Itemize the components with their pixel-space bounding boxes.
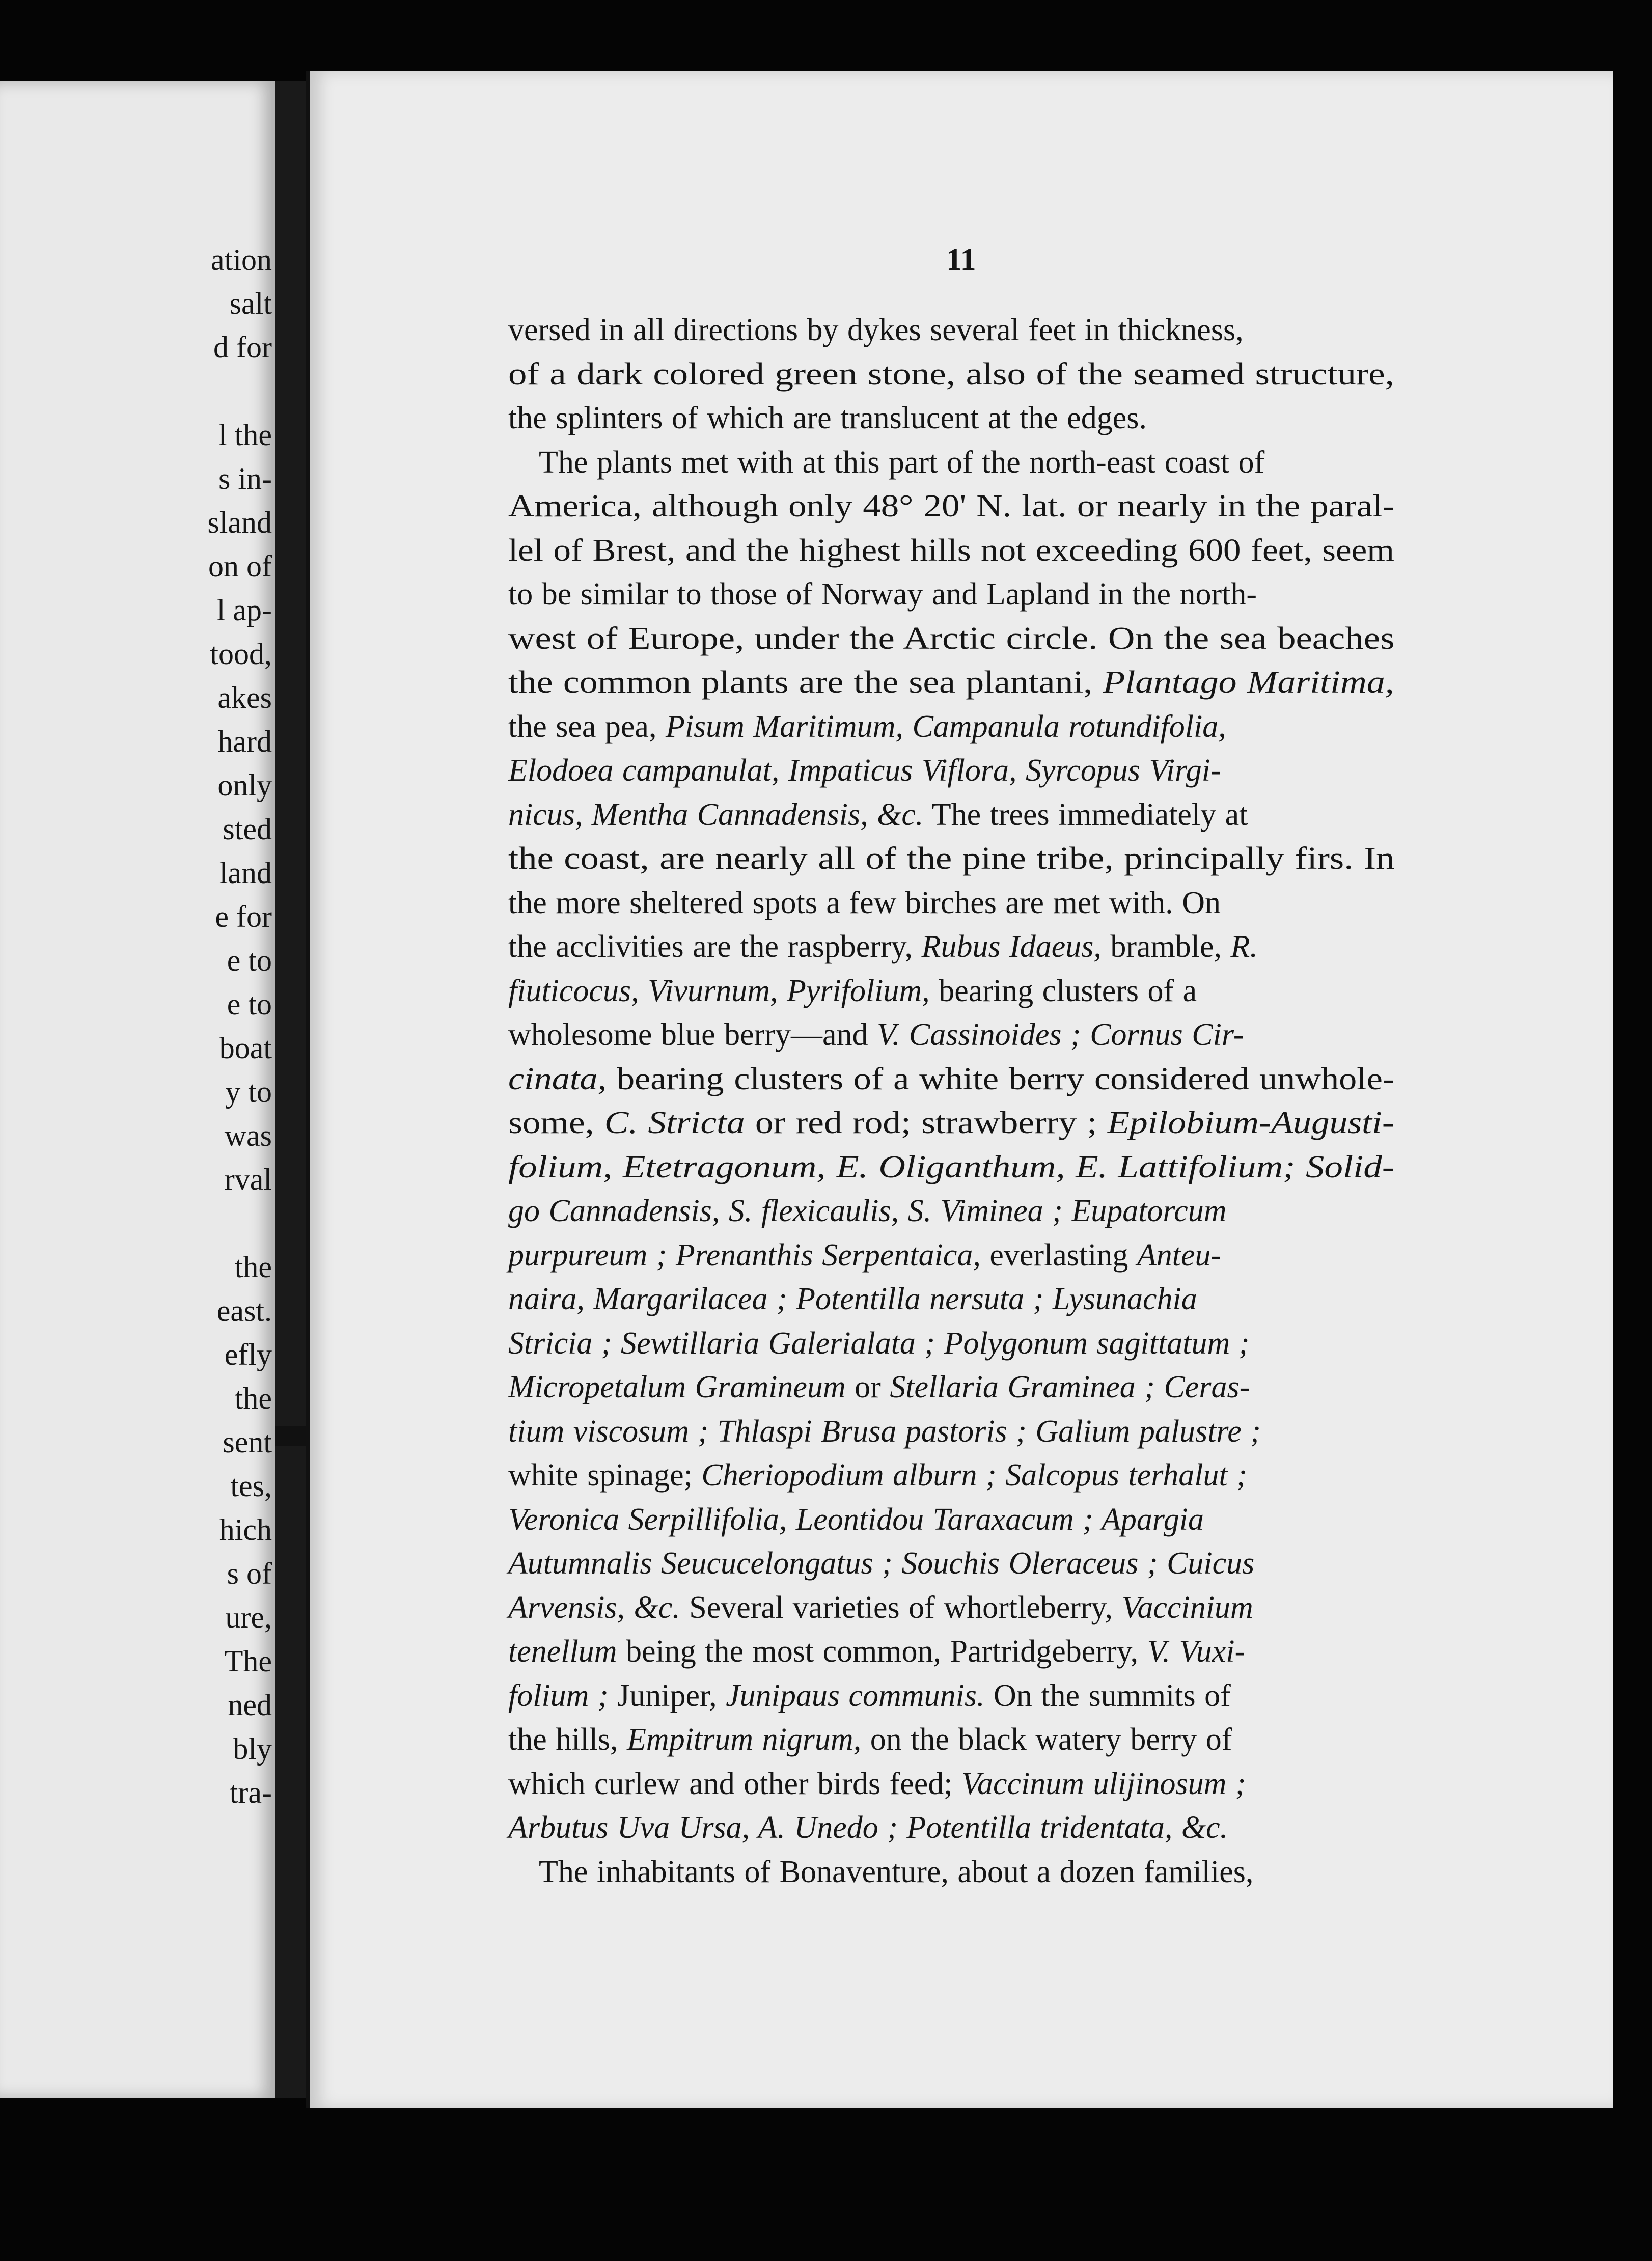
italic-botanical-name: Empitrum nigrum, xyxy=(627,1722,862,1757)
left-page-text-fragment: the xyxy=(234,1250,272,1284)
italic-botanical-name: R. xyxy=(1230,929,1258,964)
text-line xyxy=(508,1106,1394,1140)
text-line xyxy=(508,930,1258,963)
left-page-text-fragment: tood, xyxy=(210,637,272,671)
text-line xyxy=(508,1370,1250,1404)
left-page-text-fragment: boat xyxy=(219,1031,272,1065)
left-page-text-fragment: efly xyxy=(224,1338,272,1371)
left-page-text-fragment: was xyxy=(224,1119,272,1152)
left-page-text-fragment: e for xyxy=(215,900,272,933)
right-page xyxy=(306,71,1613,2108)
text-line xyxy=(508,710,1226,743)
italic-botanical-name: Anteu- xyxy=(1137,1237,1222,1273)
text-run: bearing clusters of a xyxy=(929,973,1197,1008)
left-page-text-fragment: salt xyxy=(229,287,272,320)
text-run: the coast, are nearly all of the pine tribe, principally firs. In xyxy=(508,841,1395,876)
text-line xyxy=(508,1238,1221,1272)
left-page-text-fragment: s of xyxy=(227,1557,272,1590)
left-page-text-fragment: sent xyxy=(223,1425,272,1459)
text-run: of a dark colored green stone, also of the seamed structure, xyxy=(508,356,1394,392)
text-line xyxy=(508,401,1147,435)
text-line xyxy=(539,446,1264,479)
left-page-text-fragment: sland xyxy=(207,506,272,539)
text-run: the splinters of which are translucent at the edges. xyxy=(508,401,1147,435)
italic-botanical-name: folium, Etetragonum, E. Oliganthum, E. Lattifolium; Solid- xyxy=(508,1149,1395,1184)
book-gutter xyxy=(275,81,306,2098)
left-page-text-fragment: e to xyxy=(227,987,272,1021)
text-run: Several varieties of whortleberry, xyxy=(680,1590,1122,1625)
left-page-text-fragment: the xyxy=(234,1382,272,1415)
text-run: On the summits of xyxy=(984,1678,1231,1713)
italic-botanical-name: tenellum xyxy=(508,1634,617,1669)
italic-botanical-name: Veronica Serpillifolia, Leontidou Taraxacum ; Apargia xyxy=(508,1502,1204,1537)
text-line xyxy=(508,1018,1244,1052)
text-line xyxy=(508,1062,1394,1096)
binding-tear-mark xyxy=(275,1426,306,1446)
left-page-text-fragment: l ap- xyxy=(216,593,272,627)
text-run: or xyxy=(845,1370,890,1404)
text-run: the common plants are the sea plantani, xyxy=(508,665,1103,700)
text-line xyxy=(508,1458,1247,1492)
text-line xyxy=(508,1635,1245,1668)
text-line xyxy=(508,842,1394,875)
italic-botanical-name: Micropetalum Gramineum xyxy=(508,1370,846,1404)
text-run: Juniper, xyxy=(608,1678,726,1713)
text-run: some, xyxy=(508,1106,604,1140)
text-line xyxy=(508,1767,1246,1801)
italic-botanical-name: V. Cassinoides ; Cornus Cir- xyxy=(876,1017,1244,1052)
left-page-text-fragment: y to xyxy=(225,1075,272,1109)
left-page-text-fragment: hard xyxy=(217,725,272,758)
left-page-text-fragment: tra- xyxy=(229,1776,272,1809)
page-number: 11 xyxy=(946,242,976,277)
italic-botanical-name: Arbutus Uva Ursa, A. Unedo ; Potentilla tridentata, &c. xyxy=(508,1810,1228,1845)
left-page-text-fragment: The xyxy=(224,1644,272,1678)
text-line xyxy=(508,577,1257,611)
italic-botanical-name: Pisum Maritimum, Campanula rotundifolia, xyxy=(665,709,1226,744)
text-run: wholesome blue berry—and xyxy=(508,1017,877,1052)
left-page-text-fragment: land xyxy=(219,856,272,890)
italic-botanical-name: Stellaria Graminea ; Ceras- xyxy=(890,1370,1250,1404)
text-line xyxy=(508,666,1394,699)
text-line xyxy=(508,313,1244,347)
text-line xyxy=(508,622,1394,655)
left-page-text-fragment: ure, xyxy=(225,1601,272,1634)
text-line xyxy=(508,1811,1228,1844)
left-page-text-fragment: bly xyxy=(233,1732,272,1766)
italic-botanical-name: naira, Margarilacea ; Potentilla nersuta ; Lysunachia xyxy=(508,1282,1197,1316)
left-page-text-fragment: sted xyxy=(223,812,272,846)
text-run: bramble, xyxy=(1101,929,1231,964)
left-page-text-fragment: rval xyxy=(224,1163,272,1196)
italic-botanical-name: Junipaus communis. xyxy=(726,1678,985,1713)
italic-botanical-name: Stricia ; Sewtillaria Galerialata ; Polygonum sagittatum ; xyxy=(508,1326,1250,1361)
text-line xyxy=(508,534,1394,567)
italic-botanical-name: go Cannadensis, S. flexicaulis, S. Viminea ; Eupatorcum xyxy=(508,1194,1227,1228)
italic-botanical-name: Rubus Idaeus, xyxy=(921,929,1102,964)
text-line xyxy=(508,974,1197,1008)
text-line xyxy=(508,357,1394,391)
text-run: which curlew and other birds feed; xyxy=(508,1766,962,1801)
text-line xyxy=(508,1503,1204,1536)
text-line xyxy=(539,1855,1253,1889)
left-page-text-fragment: l the xyxy=(218,418,272,452)
italic-botanical-name: Epilobium-Augusti- xyxy=(1107,1106,1394,1140)
text-run: being the most common, Partridgeberry, xyxy=(617,1634,1147,1669)
left-page-fragment xyxy=(0,81,275,2098)
text-run: versed in all directions by dykes several feet in thickness, xyxy=(508,313,1244,347)
italic-botanical-name: Vaccinum ulijinosum ; xyxy=(961,1766,1246,1801)
text-run: The trees immediately at xyxy=(923,797,1248,832)
left-page-text-fragment: s in- xyxy=(218,462,272,495)
italic-botanical-name: nicus, Mentha Cannadensis, &c. xyxy=(508,797,924,832)
text-run: white spinage; xyxy=(508,1458,702,1493)
text-run: on the black watery berry of xyxy=(861,1722,1232,1757)
text-run: America, although only 48° 20' N. lat. or nearly in the paral- xyxy=(508,489,1395,523)
text-line xyxy=(508,1282,1197,1316)
text-run: the sea pea, xyxy=(508,709,666,744)
text-run: lel of Brest, and the highest hills not exceeding 600 feet, seem xyxy=(508,533,1394,568)
text-run: or red rod; strawberry ; xyxy=(745,1106,1108,1140)
left-page-text-fragment: tes, xyxy=(230,1469,272,1503)
italic-botanical-name: Autumnalis Seucucelongatus ; Souchis Oleraceus ; Cuicus xyxy=(508,1546,1255,1581)
text-line xyxy=(508,754,1221,787)
italic-botanical-name: Plantago Maritima, xyxy=(1103,665,1394,700)
text-run: The inhabitants of Bonaventure, about a dozen families, xyxy=(539,1854,1254,1889)
left-page-text-fragment: ation xyxy=(211,243,272,277)
text-run: the acclivities are the raspberry, xyxy=(508,929,922,964)
text-line xyxy=(508,1194,1227,1228)
text-run: west of Europe, under the Arctic circle. On the sea beaches xyxy=(508,621,1395,656)
text-line xyxy=(508,1591,1253,1624)
text-line xyxy=(508,886,1221,920)
italic-botanical-name: purpureum ; Prenanthis Serpentaica, xyxy=(508,1237,981,1273)
text-line xyxy=(508,798,1248,832)
text-line xyxy=(508,1150,1394,1184)
italic-botanical-name: tium viscosum ; Thlaspi Brusa pastoris ; Galium palustre ; xyxy=(508,1414,1261,1449)
left-page-text-fragment: e to xyxy=(227,944,272,977)
text-run: everlasting xyxy=(980,1237,1137,1273)
left-page-text-fragment: ned xyxy=(228,1688,272,1722)
text-line xyxy=(508,489,1394,523)
text-line xyxy=(508,1723,1232,1756)
italic-botanical-name: folium ; xyxy=(508,1678,609,1713)
text-run: the more sheltered spots a few birches are met with. On xyxy=(508,885,1221,920)
left-page-text-fragment: akes xyxy=(217,681,272,714)
text-line xyxy=(508,1415,1261,1448)
italic-botanical-name: C. Stricta xyxy=(604,1106,745,1140)
italic-botanical-name: Cheriopodium alburn ; Salcopus terhalut ; xyxy=(701,1458,1247,1493)
text-run: the hills, xyxy=(508,1722,627,1757)
left-page-text-fragment: on of xyxy=(208,549,272,583)
italic-botanical-name: V. Vuxi- xyxy=(1147,1634,1246,1669)
italic-botanical-name: Elodoea campanulat, Impaticus Viflora, Syrcopus Virgi- xyxy=(508,753,1221,788)
left-page-text-fragment: only xyxy=(217,768,272,802)
text-line xyxy=(508,1547,1254,1580)
left-page-text-fragment: d for xyxy=(213,330,272,364)
text-run: bearing clusters of a white berry considered unwhole- xyxy=(607,1061,1395,1096)
text-run: to be similar to those of Norway and Lapland in the north- xyxy=(508,577,1257,612)
italic-botanical-name: fiuticocus, Vivurnum, Pyrifolium, xyxy=(508,973,930,1008)
left-page-text-fragment: east. xyxy=(216,1294,272,1328)
text-line xyxy=(508,1327,1249,1360)
italic-botanical-name: cinata, xyxy=(508,1061,607,1096)
text-line xyxy=(508,1679,1231,1713)
italic-botanical-name: Vaccinium xyxy=(1121,1590,1253,1625)
italic-botanical-name: Arvensis, &c. xyxy=(508,1590,680,1625)
left-page-text-fragment: hich xyxy=(219,1513,272,1547)
text-run: The plants met with at this part of the north-east coast of xyxy=(539,445,1265,480)
